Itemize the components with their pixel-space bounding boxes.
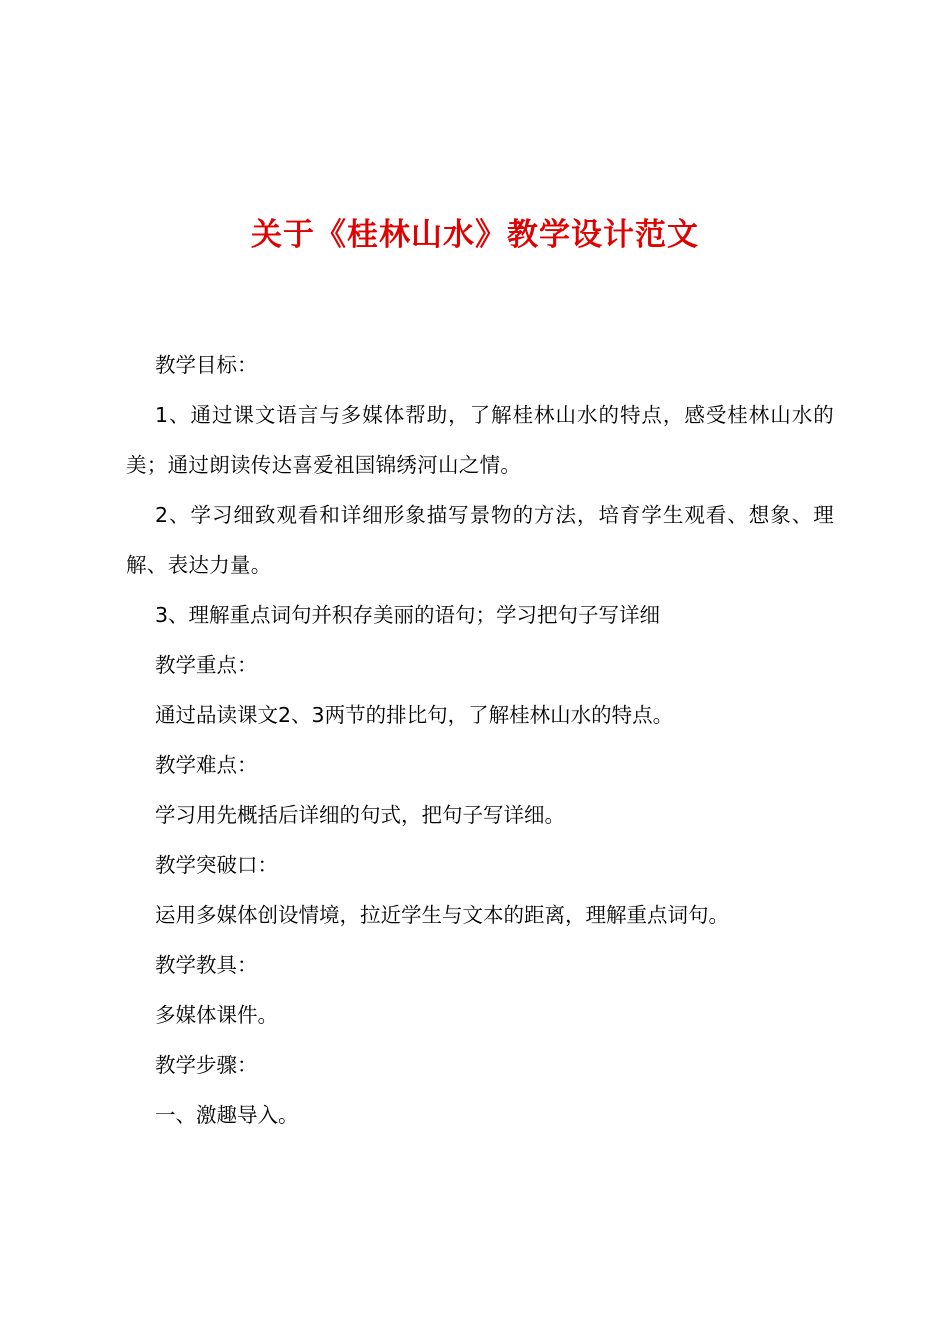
paragraph-teaching-aids: 多媒体课件。 xyxy=(155,1003,278,1027)
document-body xyxy=(126,340,834,1140)
paragraph-objective-2: 2、学习细致观看和详细形象描写景物的方法，培育学生观看、想象、理解、表达力量。 xyxy=(126,503,834,577)
document-title: 关于《桂林山水》教学设计范文 xyxy=(251,217,699,253)
section-heading-teaching-aids: 教学教具： xyxy=(155,953,258,977)
paragraph-objective-1: 1、通过课文语言与多媒体帮助，了解桂林山水的特点，感受桂林山水的美；通过朗读传达喜爱祖国锦绣河山之情。 xyxy=(126,403,834,477)
section-heading-difficulties: 教学难点： xyxy=(155,753,258,777)
section-heading-breakthrough: 教学突破口： xyxy=(155,853,278,877)
paragraph-key-points: 通过品读课文2、3两节的排比句，了解桂林山水的特点。 xyxy=(155,703,674,727)
paragraph-difficulties: 学习用先概括后详细的句式，把句子写详细。 xyxy=(155,803,565,827)
section-heading-steps: 教学步骤： xyxy=(155,1053,258,1077)
section-heading-objectives: 教学目标： xyxy=(155,353,258,377)
paragraph-breakthrough: 运用多媒体创设情境，拉近学生与文本的距离，理解重点词句。 xyxy=(155,903,729,927)
section-heading-key-points: 教学重点： xyxy=(155,653,258,677)
paragraph-objective-3: 3、理解重点词句并积存美丽的语句；学习把句子写详细 xyxy=(155,603,661,627)
paragraph-step-1: 一、激趣导入。 xyxy=(155,1103,299,1127)
